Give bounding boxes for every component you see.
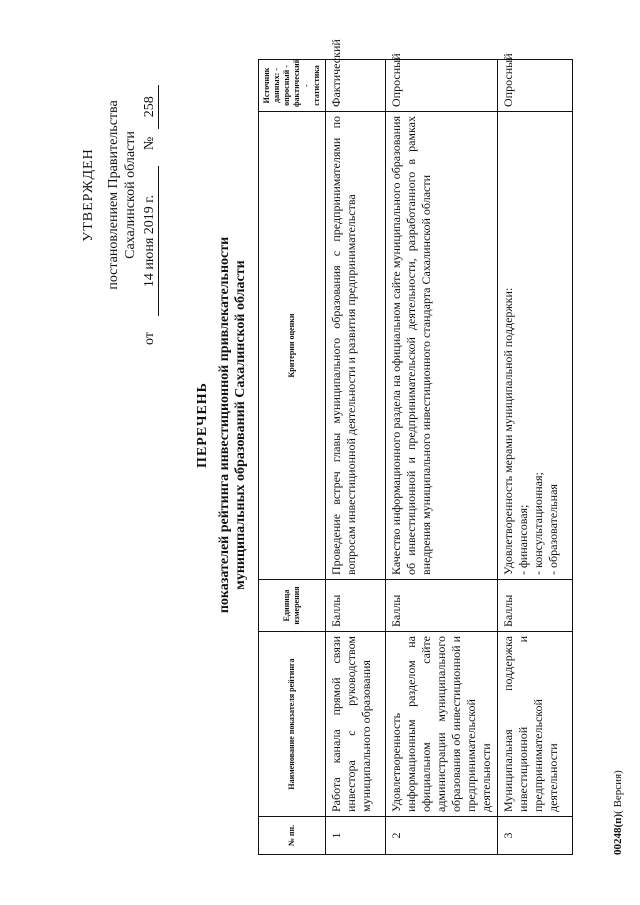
approval-line-1: постановлением Правительства: [106, 100, 121, 290]
row-source: Фактический: [326, 60, 386, 112]
criteria-item: - образовательная: [546, 484, 560, 575]
header-name: Наименование показателя рейтинга: [259, 632, 326, 817]
row-unit: Баллы: [386, 580, 498, 632]
approval-heading: УТВЕРЖДЕН: [81, 148, 96, 242]
row-name: Муниципальная поддержка инвестиционной и предпринимательской деятельности: [498, 632, 573, 817]
table-row: [326, 60, 386, 855]
header-criteria: Критерии оценки: [259, 112, 326, 580]
criteria-item: - консультационная;: [531, 472, 545, 575]
table-header-row: [259, 60, 326, 855]
title-line-1: показателей рейтинга инвестиционной привлекательности: [217, 236, 232, 614]
table-row: [386, 60, 498, 855]
header-unit: Единица измерения: [259, 580, 326, 632]
indicators-table: [258, 39, 573, 855]
criteria-intro: Удовлетворенность мерами муниципальной поддержки:: [501, 287, 515, 575]
document-code: 00248(п): [612, 813, 624, 855]
row-criteria: Качество информационного раздела на официальном сайте муниципального образования об инвестиционной и предпринимательской деятельности, разработанного в рамках внедрения муниципального инвестиционного стандарта Сахалинской области: [386, 112, 498, 580]
row-name: Работа канала прямой связи инвестора с руководством муниципального образования: [326, 632, 386, 817]
approval-date: 14 июня 2019 г.: [141, 166, 159, 316]
number-label: №: [142, 136, 157, 151]
table-row: [498, 60, 573, 855]
title-line-2: муниципальных образований Сахалинской области: [233, 260, 248, 590]
approval-number: 258: [141, 85, 159, 129]
row-unit: Баллы: [326, 580, 386, 632]
approval-date-row: [141, 45, 159, 345]
row-source: Опросный: [498, 60, 573, 112]
row-criteria: [498, 112, 573, 580]
header-num: № пп.: [259, 817, 326, 855]
document-version: ( Версия): [612, 770, 624, 814]
document-title: [195, 125, 249, 725]
row-criteria: Проведение встреч главы муниципального образования с предпринимателями по вопросам инвестиционной деятельности и развития предпринимательства: [326, 112, 386, 580]
row-num: 2: [386, 817, 498, 855]
row-unit: Баллы: [498, 580, 573, 632]
from-label: от: [142, 332, 157, 345]
row-num: 1: [326, 817, 386, 855]
criteria-item: - финансовая;: [516, 504, 530, 575]
document-footer: [612, 770, 625, 855]
row-name: Удовлетворенность информационным разделом на официальном сайте администрации муниципального образования об инвестиционной и предпринимательской деятельности: [386, 632, 498, 817]
row-num: 3: [498, 817, 573, 855]
header-source: Источник данных: - опросный - фактический - статистика: [259, 60, 326, 112]
approval-line-2: Сахалинской области: [123, 131, 138, 259]
title-main: ПЕРЕЧЕНЬ: [195, 382, 210, 468]
row-source: Опросный: [386, 60, 498, 112]
approval-stamp: [80, 45, 159, 345]
